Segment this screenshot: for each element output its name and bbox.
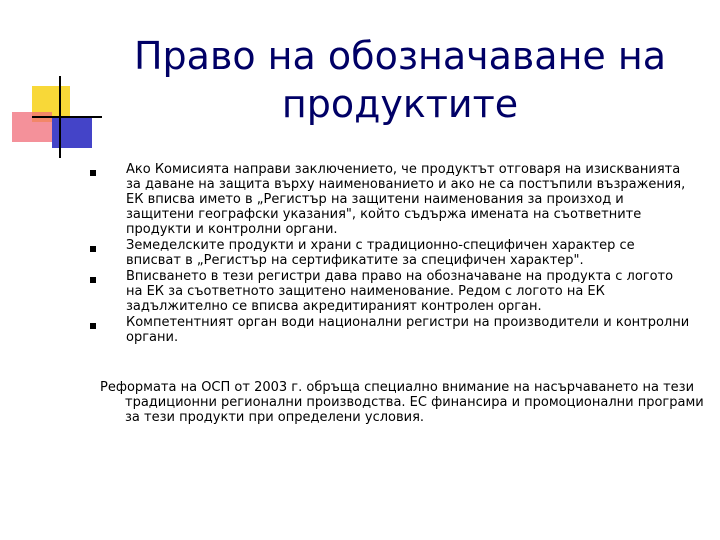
bullet-text: Компетентният орган води национални регистри на производители и контролни органи. (126, 315, 690, 345)
bullet-text: Земеделските продукти и храни с традиционно-специфичен характер се вписват в „Регистър на сертификатите за специфичен характер". (126, 238, 635, 268)
bullet-list (90, 162, 690, 346)
bullet-square-icon (90, 246, 96, 252)
bullet-item (90, 238, 690, 268)
bullet-text: Вписването в тези регистри дава право на обозначаване на продукта с логото на ЕК за съответното защитено наименование. Редом с логото на ЕК задължително се вписва акредитираният контролен орган. (126, 269, 674, 314)
footer-paragraph: Реформата на ОСП от 2003 г. обръща специално внимание на насърчаването на тези традиционни регионални производства. ЕС финансира и промоционални програми за тези продукти при определени условия. (100, 380, 704, 425)
bullet-square-icon (90, 323, 96, 329)
bullet-square-icon (90, 277, 96, 283)
bullet-item (90, 315, 690, 345)
bullet-item (90, 269, 690, 314)
bullet-item (90, 162, 690, 237)
horizontal-line-decoration (32, 116, 102, 118)
bullet-text: Ако Комисията направи заключението, че продуктът отговаря на изискванията за даване на защита върху наименованието и ако не са постъпили възражения, ЕК вписва името в „Регистър на защитени наименования за произход и защитени географски указания", който съдържа имената на съответните продукти и контролни органи. (126, 162, 686, 237)
slide-title: Право на обозначаване на продуктите (133, 34, 667, 126)
blue-square-decoration (52, 118, 92, 148)
bullet-square-icon (90, 170, 96, 176)
